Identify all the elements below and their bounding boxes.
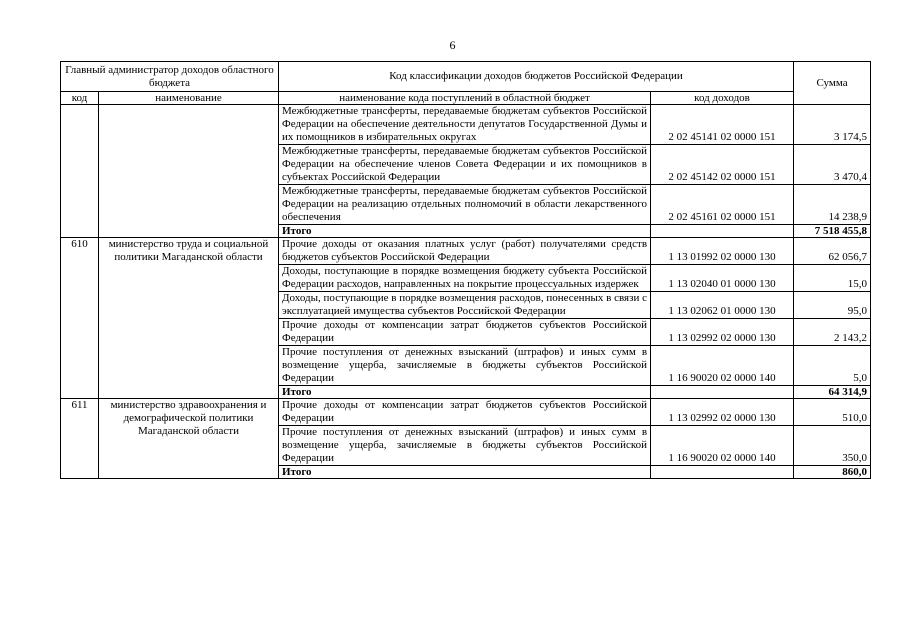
- header-admin-group: Главный администратор доходов областного бюджета: [61, 62, 279, 92]
- income-name: Прочие поступления от денежных взысканий (штрафов) и иных сумм в возмещение ущерба, зачисляемые в бюджеты субъектов Российской Федерации: [279, 346, 651, 386]
- total-label: Итого: [279, 466, 651, 479]
- header-code: код: [61, 92, 99, 105]
- income-name: Межбюджетные трансферты, передаваемые бюджетам субъектов Российской Федерации на обеспечение деятельности депутатов Государственной Думы и их помощников в избирательных округах: [279, 105, 651, 145]
- admin-name-cell: [99, 105, 279, 238]
- header-name: наименование: [99, 92, 279, 105]
- total-code-empty: [651, 466, 794, 479]
- income-code: 1 13 02992 02 0000 130: [651, 319, 794, 346]
- income-name: Прочие доходы от компенсации затрат бюджетов субъектов Российской Федерации: [279, 399, 651, 426]
- total-code-empty: [651, 225, 794, 238]
- page-number: 6: [449, 38, 456, 52]
- header-row-2: [61, 92, 871, 105]
- admin-name: министерство труда и социальной политики Магаданской области: [99, 238, 279, 399]
- income-name: Межбюджетные трансферты, передаваемые бюджетам субъектов Российской Федерации на реализацию отдельных полномочий в области лекарственного обеспечения: [279, 185, 651, 225]
- total-sum: 7 518 455,8: [794, 225, 871, 238]
- income-code: 2 02 45141 02 0000 151: [651, 105, 794, 145]
- header-classification-group: Код классификации доходов бюджетов Российской Федерации: [279, 62, 794, 92]
- table-row: [61, 238, 871, 265]
- income-code: 1 13 01992 02 0000 130: [651, 238, 794, 265]
- income-code: 1 16 90020 02 0000 140: [651, 346, 794, 386]
- admin-name: министерство здравоохранения и демографической политики Магаданской области: [99, 399, 279, 479]
- admin-code: 610: [61, 238, 99, 399]
- income-sum: 3 174,5: [794, 105, 871, 145]
- income-sum: 5,0: [794, 346, 871, 386]
- income-code: 1 16 90020 02 0000 140: [651, 426, 794, 466]
- total-sum: 64 314,9: [794, 386, 871, 399]
- income-code: 2 02 45161 02 0000 151: [651, 185, 794, 225]
- header-income-code: код доходов: [651, 92, 794, 105]
- total-code-empty: [651, 386, 794, 399]
- income-sum: 350,0: [794, 426, 871, 466]
- header-sum: Сумма: [794, 62, 871, 105]
- header-row-1: [61, 62, 871, 92]
- income-code: 1 13 02040 01 0000 130: [651, 265, 794, 292]
- income-sum: 510,0: [794, 399, 871, 426]
- admin-code-cell: [61, 105, 99, 238]
- income-name: Прочие доходы от оказания платных услуг (работ) получателями средств бюджетов субъектов Российской Федерации: [279, 238, 651, 265]
- income-name: Межбюджетные трансферты, передаваемые бюджетам субъектов Российской Федерации на обеспечение членов Совета Федерации и их помощников в субъектах Российской Федерации: [279, 145, 651, 185]
- income-name: Доходы, поступающие в порядке возмещения бюджету субъекта Российской Федерации расходов, направленных на покрытие процессуальных издержек: [279, 265, 651, 292]
- income-code: 1 13 02062 01 0000 130: [651, 292, 794, 319]
- total-label: Итого: [279, 386, 651, 399]
- income-sum: 15,0: [794, 265, 871, 292]
- income-name: Доходы, поступающие в порядке возмещения расходов, понесенных в связи с эксплуатацией имущества субъектов Российской Федерации: [279, 292, 651, 319]
- income-sum: 2 143,2: [794, 319, 871, 346]
- total-label: Итого: [279, 225, 651, 238]
- income-sum: 14 238,9: [794, 185, 871, 225]
- income-sum: 62 056,7: [794, 238, 871, 265]
- income-code: 1 13 02992 02 0000 130: [651, 399, 794, 426]
- revenue-table: [60, 61, 871, 479]
- income-sum: 3 470,4: [794, 145, 871, 185]
- admin-code: 611: [61, 399, 99, 479]
- income-code: 2 02 45142 02 0000 151: [651, 145, 794, 185]
- income-name: Прочие доходы от компенсации затрат бюджетов субъектов Российской Федерации: [279, 319, 651, 346]
- table-row: [61, 399, 871, 426]
- total-sum: 860,0: [794, 466, 871, 479]
- income-name: Прочие поступления от денежных взысканий (штрафов) и иных сумм в возмещение ущерба, зачисляемые в бюджеты субъектов Российской Федерации: [279, 426, 651, 466]
- income-sum: 95,0: [794, 292, 871, 319]
- table-row: [61, 105, 871, 145]
- header-income-name: наименование кода поступлений в областной бюджет: [279, 92, 651, 105]
